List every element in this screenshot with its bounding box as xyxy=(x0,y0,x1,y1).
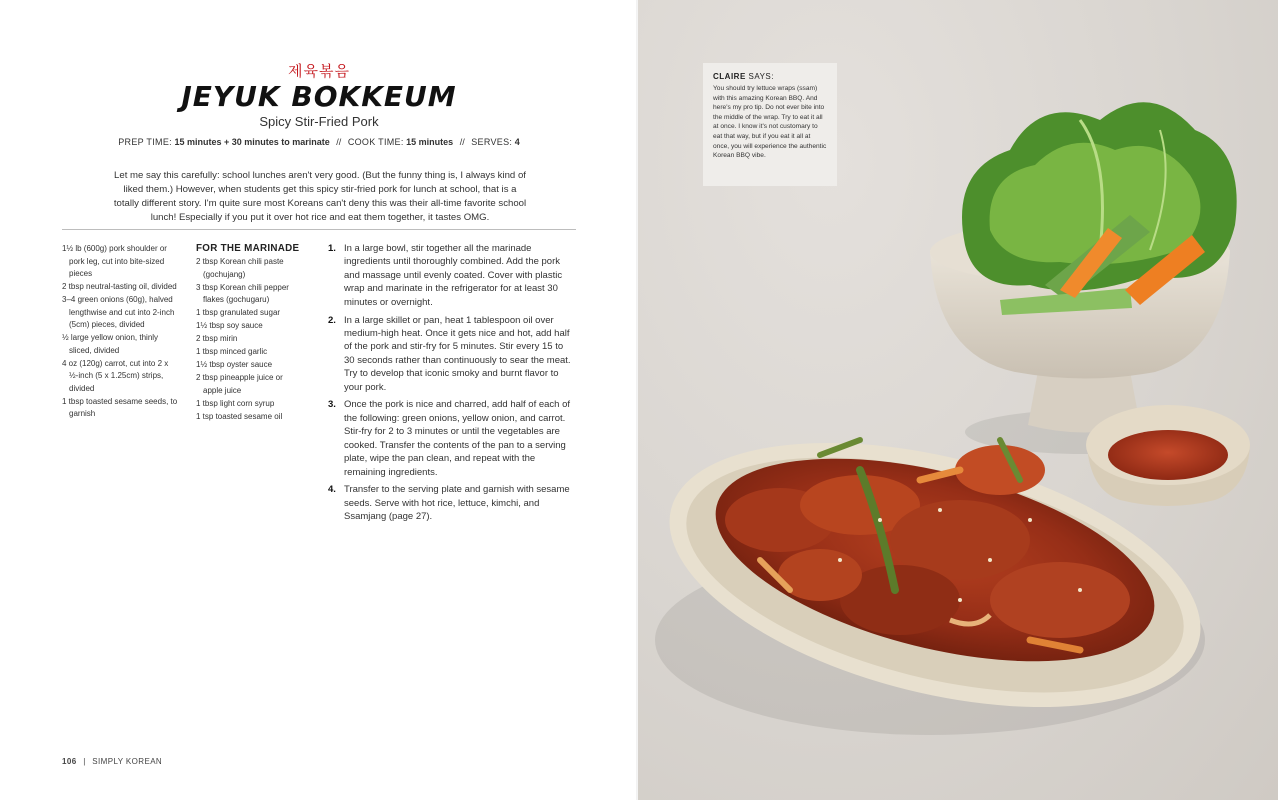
marinade-item: 1 tbsp light corn syrup xyxy=(196,398,275,408)
footer-divider: | xyxy=(83,757,86,766)
instruction-step xyxy=(328,398,574,478)
marinade-item: 3 tbsp Korean chili pepper flakes (gochugaru) xyxy=(196,282,289,304)
tip-text: You should try lettuce wraps (ssam) with this amazing Korean BBQ. And here's my pro tip. Do not ever bite into the middle of the wrap. Try to eat it all at once. I know it's not customary to eat that way, but if you eat it all at once, you will experience the authentic Korean BBQ vibe. xyxy=(713,85,827,160)
marinade-item: 2 tbsp mirin xyxy=(196,334,238,343)
recipe-page xyxy=(0,0,638,800)
meta-separator: // xyxy=(459,137,465,147)
marinade-item: 1 tbsp minced garlic xyxy=(196,347,268,356)
instruction-steps xyxy=(328,242,574,528)
instruction-step xyxy=(328,483,574,523)
step-text: In a large bowl, stir together all the marinade ingredients until thoroughly combined. Add the pork and massage until evenly coated. Cover with plastic wrap and marinate in the refrigerator for at least 30 minutes or overnight. xyxy=(344,243,563,308)
recipe-subtitle: Spicy Stir-Fried Pork xyxy=(259,114,379,129)
serves-value: 4 xyxy=(514,137,520,147)
ingredient-item: 1 tbsp toasted sesame seeds, to garnish xyxy=(62,396,178,418)
marinade-item: 2 tbsp Korean chili paste (gochujang) xyxy=(196,257,284,279)
marinade-item: 2 tbsp pineapple juice or apple juice xyxy=(196,373,283,395)
korean-title: 제육볶음 xyxy=(288,62,350,80)
ingredient-item: 4 oz (120g) carrot, cut into 2 x ½-inch (5 x 1.25cm) strips, divided xyxy=(62,358,169,393)
step-text: Once the pork is nice and charred, add half of each of the following: green onions, yellow onion, and carrot. Stir-fry for 2 to 3 minutes or until the vegetables are cooked. Transfer the contents of the pan to a serving plate, wipe the pan clean, and repeat with the remaining ingredients. xyxy=(344,399,571,478)
tip-sidebar xyxy=(703,63,837,186)
instruction-step xyxy=(328,314,574,394)
ingredient-item: 2 tbsp neutral-tasting oil, divided xyxy=(62,282,177,291)
recipe-title: JEYUK BOKKEUM xyxy=(181,80,457,113)
cook-time-value: 15 minutes xyxy=(406,137,454,147)
step-text: Transfer to the serving plate and garnish with sesame seeds. Serve with hot rice, lettuce, kimchi, and Ssamjang (page 27). xyxy=(344,484,570,523)
marinade-heading: FOR THE MARINADE xyxy=(196,243,300,254)
marinade-item: 1½ tbsp oyster sauce xyxy=(196,360,273,369)
ingredient-list xyxy=(62,243,178,421)
prep-time-value: 15 minutes + 30 minutes to marinate xyxy=(174,137,330,147)
recipe-meta xyxy=(0,137,638,147)
ingredient-item: 3–4 green onions (60g), halved lengthwise and cut into 2-inch (5cm) pieces, divided xyxy=(62,295,175,329)
step-number: 4. xyxy=(328,484,336,496)
recipe-intro: Let me say this carefully: school lunches aren't very good. (But the funny thing is, I always kind of liked them.) However, when students get this spicy stir-fried pork for lunch at school, that is a totally different story. I'm quite sure most Koreans can't deny this was their all-time favorite school lunch! Especially if you put it over hot rice and eat them together, it tastes OMG. xyxy=(113,169,527,223)
serves-label: SERVES: xyxy=(471,137,513,147)
meta-separator: // xyxy=(336,137,342,147)
step-number: 2. xyxy=(328,314,336,326)
step-number: 1. xyxy=(328,243,336,254)
cook-time-label: COOK TIME: xyxy=(347,137,404,147)
tip-says: SAYS: xyxy=(748,72,774,81)
ingredient-item: ½ large yellow onion, thinly sliced, divided xyxy=(62,333,159,355)
step-text: In a large skillet or pan, heat 1 tablespoon oil over medium-high heat. Once it gets nice and hot, add half of the pork and stir-fry for 5 minutes. Stir every 15 to 30 seconds rather than continuously to sear the meat. Try to develop that iconic smoky and burnt flavor to your pork. xyxy=(344,314,571,393)
page-footer xyxy=(62,757,162,766)
book-title: SIMPLY KOREAN xyxy=(92,757,163,766)
sauce-dish xyxy=(1086,405,1250,506)
section-divider xyxy=(62,229,576,230)
ingredient-item: 1½ lb (600g) pork shoulder or pork leg, cut into bite-sized pieces xyxy=(62,244,167,278)
step-number: 3. xyxy=(328,399,336,411)
marinade-item: 1½ tbsp soy sauce xyxy=(196,321,263,330)
tip-heading xyxy=(713,72,828,81)
marinade-item: 1 tbsp granulated sugar xyxy=(196,308,281,317)
page-number: 106 xyxy=(62,757,77,766)
prep-time-label: PREP TIME: xyxy=(118,137,172,147)
marinade-item: 1 tsp toasted sesame oil xyxy=(196,411,283,421)
marinade-list xyxy=(196,256,302,424)
tip-author: CLAIRE xyxy=(713,72,746,81)
instruction-step xyxy=(328,242,574,309)
